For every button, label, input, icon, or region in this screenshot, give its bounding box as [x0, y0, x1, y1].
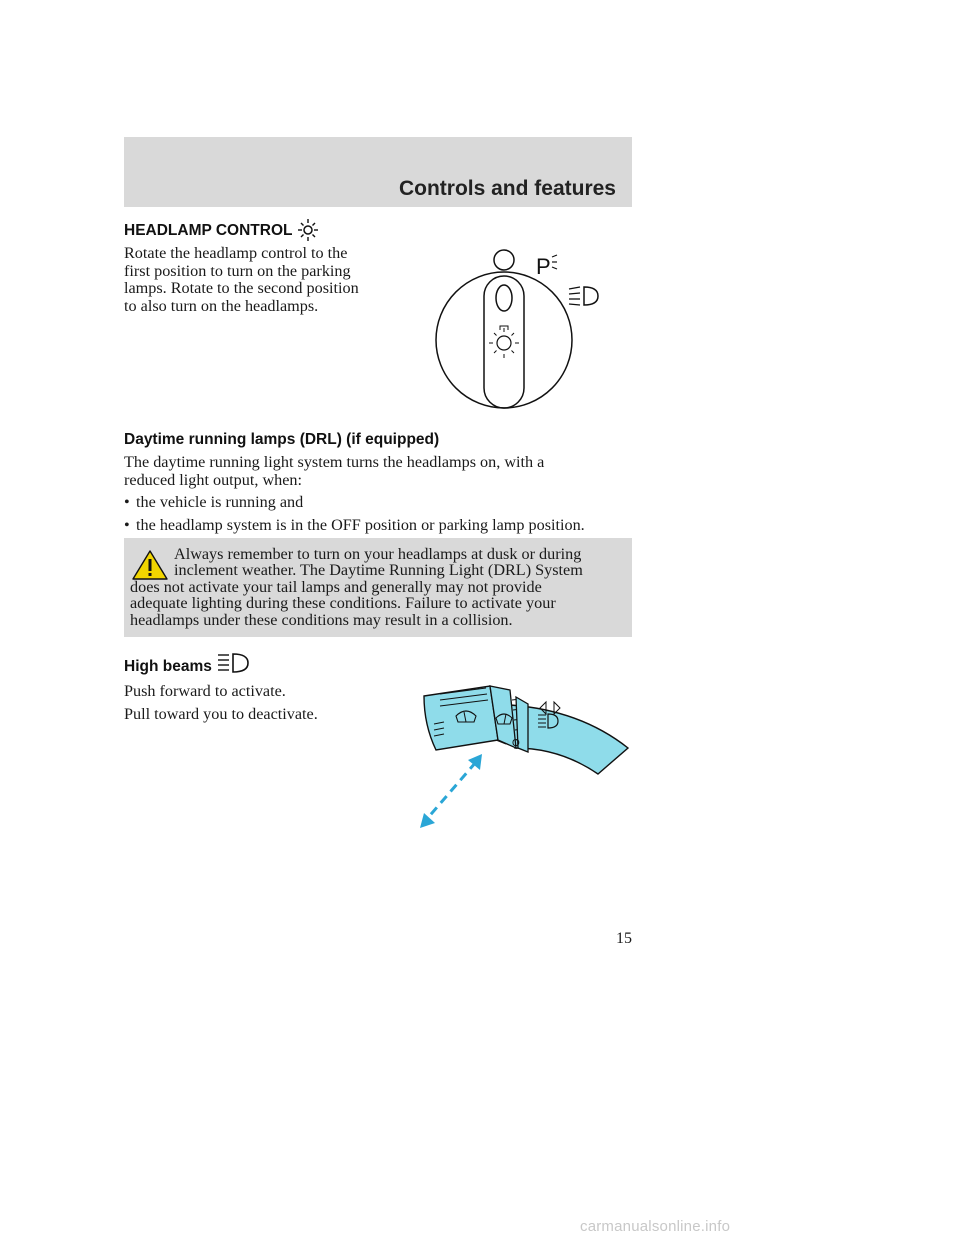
stalk-end-cap: [424, 686, 498, 750]
warning-text: Always remember to turn on your headlamps at dusk or during inclement weather. The Daytime Running Light (DRL) System does not activate your tail lamps and generally may not provide adequate lighting during these conditions. Failure to activate your headlamps under these conditions may result in a collision.: [130, 545, 583, 629]
list-item: • the headlamp system is in the OFF position or parking lamp position.: [124, 516, 585, 534]
bullet-icon: •: [124, 493, 130, 511]
drl-heading: Daytime running lamps (DRL) (if equipped): [124, 431, 440, 448]
headlamp-description: Rotate the headlamp control to the first position to turn on the parking lamps. Rotate to the second position to also turn on the headlamps.: [124, 244, 359, 315]
sun-icon: [295, 217, 325, 243]
high-beams-activate: Push forward to activate.: [124, 682, 286, 700]
high-beam-icon: [215, 650, 251, 676]
knob-outer-ring: [436, 272, 572, 408]
drl-description: The daytime running light system turns the headlamps on, with a reduced light output, when:: [124, 453, 545, 489]
parking-lamp-symbol: P: [536, 254, 551, 279]
list-item: • the vehicle is running and: [124, 493, 304, 511]
stalk-off-label: O: [512, 738, 520, 749]
autolamp-sun-icon: [489, 326, 519, 358]
headlamp-position-icon: [569, 287, 598, 305]
parking-lamp-rays-icon: [552, 255, 557, 269]
headlamp-heading: HEADLAMP CONTROL: [124, 222, 293, 239]
warning-box: [124, 538, 632, 637]
watermark: carmanualsonline.info: [580, 1218, 731, 1235]
push-pull-arrow-icon: [420, 754, 482, 828]
section-title: Controls and features: [398, 177, 616, 200]
headlamp-knob-illustration: [420, 240, 610, 415]
high-beams-deactivate: Pull toward you to deactivate.: [124, 705, 318, 723]
knob-indicator: [496, 285, 512, 311]
high-beams-heading: High beams: [124, 658, 212, 675]
knob-grip: [484, 276, 524, 408]
page-number: 15: [616, 930, 632, 947]
off-position-icon: [494, 250, 514, 270]
bullet-icon: •: [124, 516, 130, 534]
section-header: [124, 137, 632, 207]
multifunction-stalk-illustration: [410, 670, 635, 835]
